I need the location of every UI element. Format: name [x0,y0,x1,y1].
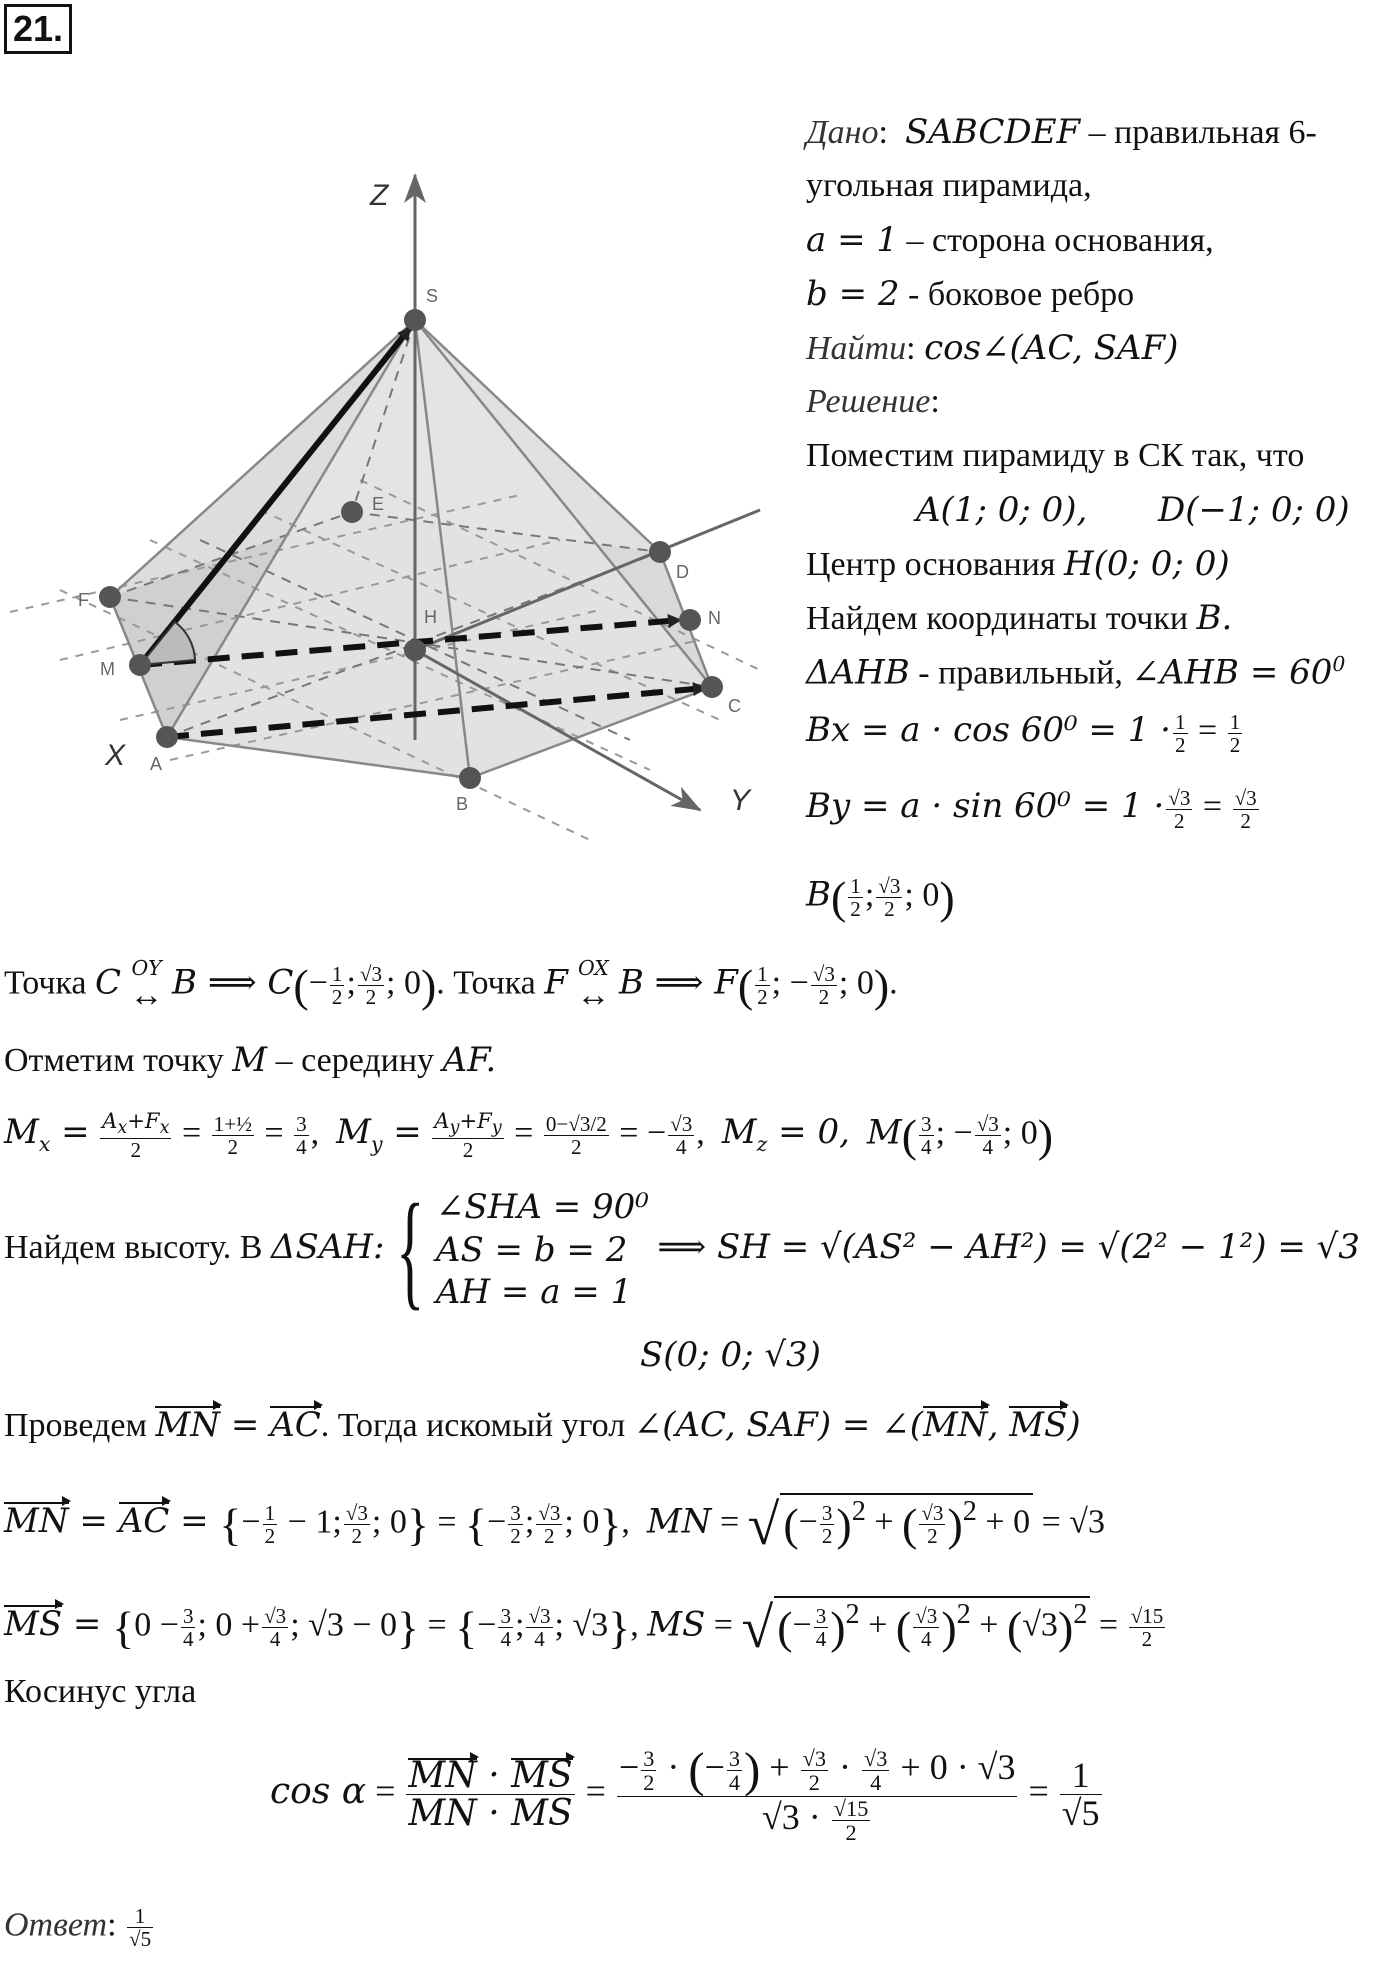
given-line-1: Дано: SABCDEF – правильная 6- [806,112,1317,152]
given-line-2: угольная пирамида, [806,167,1092,204]
S-coord: S(0; 0; √3) [640,1335,821,1375]
place-text: Поместим пирамиду в СК так, что [806,437,1305,474]
midpoint-line: Отметим точку M – середину AF. [4,1040,497,1080]
MS-vector-line: MS = {0 − $\frac{3}{4}$ ; 0 + $\frac{√3}{4}$ ; √3 − 0} = {− $\frac{3}{4}$ ; $\frac{√3}{4}$ ; √3}, MS = √(− $\frac{3}{4}$ )$^2$ + ( $\frac{√3}{4}$ )$^2 + (√3)^2$ = $\frac{√15}{2}$ [4,1595,1164,1660]
point-label: N [708,608,721,628]
axis-y-label: Y [730,784,751,817]
point-label: H [424,607,437,627]
point-label: B [456,794,469,814]
MN-vector-line: MN = AC = {− $\frac{1}{2}$ − 1; $\frac{√3}{2}$ ; 0} = {− $\frac{3}{2}$ ; $\frac{√3}{2}$ ; 0}, MN = √(− $\frac{3}{2}$ )$^2$ + ( $\frac{√3}{2}$ )$^2$ + 0 = √3 [4,1492,1105,1557]
find-line: Найти: cos∠(AC, SAF) [806,328,1179,368]
pyramid-figure [0,120,780,850]
given-line-3: a = 1 – сторона основания, [806,220,1214,260]
D-coord: D(−1; 0; 0) [1158,490,1350,530]
find-B-line: Найдем координаты точки B. [806,598,1233,638]
cosine-formula: cos α = $\frac{MN \cdot MS}{MN \cdot MS}$ = − $\frac{3}{2}$ · (− $\frac{3}{4}$ ) + $\frac{√3}{2}$ · $\frac{√3}{4}$ + 0 · √3 √3 · $\frac{√15}{2}$ = $\frac{1}{√5}$ [270,1743,1100,1846]
point-label: M [100,659,115,679]
axis-x-label: X [105,739,126,772]
center-line: Центр основания H(0; 0; 0) [806,544,1230,584]
answer-line: Ответ: $\frac{1}{√5}$ [4,1904,152,1952]
Bx-line: Bx = a · cos 60⁰ = 1 · $\frac{1}{2}$ = $\frac{1}{2}$ [806,709,1241,757]
A-coord: A(1; 0; 0), [916,490,1088,530]
M-coordinates: $M_x$ = $\frac{A_x+F_x}{2}$ = $\frac{\text{1+½}}{2}$ = $\frac{3}{4}$ , $M_y$ = $\frac{A_y+F_y}{2}$ = $\frac{0-√3/2}{2}$ = − $\frac{√3}{4}$ , $M_z = 0$, M( $\frac{3}{4}$ ; − $\frac{√3}{4}$ ; 0) [4,1108,1054,1162]
By-line: By = a · sin 60⁰ = 1 · $\frac{√3}{2}$ = $\frac{√3}{2}$ [806,785,1257,833]
C-F-line: Точка C OY ↔ B ⟹ C(− $\frac{1}{2}$ ; $\frac{√3}{2}$ ; 0). Точка F OX ↔ B ⟹ F( $\frac{1}{2}$ ; − $\frac{√3}{2}$ ; 0). [4,956,898,1014]
point-label: E [372,494,385,514]
point-label: A [150,754,163,774]
point-label: C [728,696,741,716]
height-line: Найдем высоту. В ΔSAH: { ∠SHA = 90⁰ AS = b = 2 AH = a = 1 ⟹ SH = √(AS² − AH²) = √(2² − 1²) = √3 [4,1178,1360,1322]
axis-z-label: Z [370,179,389,212]
point-label: S [426,286,439,306]
given-line-4: b = 2 - боковое ребро [806,274,1135,314]
B-point: B( $\frac{1}{2}$ ; $\frac{√3}{2}$ ; 0) [806,872,955,923]
point-label: D [676,562,689,582]
draw-line: Проведем MN = AC. Тогда искомый угол ∠(AC, SAF) = ∠(MN, MS) [4,1405,1081,1445]
point-label: F [78,590,89,610]
triangle-line: ΔAHB - правильный, ∠AHB = $60^0$ [806,652,1346,693]
task-number: 21. [4,4,72,54]
solution-label: Решение: [806,383,940,420]
cosine-text: Косинус угла [4,1673,197,1710]
